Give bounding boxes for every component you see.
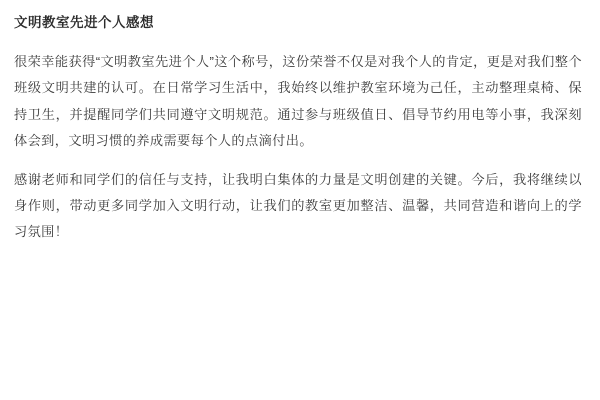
page-title: 文明教室先进个人感想: [14, 15, 154, 30]
paragraph-2: 感谢老师和同学们的信任与支持，让我明白集体的力量是文明创建的关键。今后，我将继续以身作则，带动更多同学加入文明行动，让我们的教室更加整洁、温馨，共同营造和谐向上的学习氛围！: [14, 171, 582, 240]
paragraph-1: 很荣幸能获得“文明教室先进个人”这个称号，这份荣誉不仅是对我个人的肯定，更是对我们整个班级文明共建的认可。在日常学习生活中，我始终以维护教室环境为己任，主动整理桌椅、保持卫生，并提醒同学们共同遵守文明规范。通过参与班级值日、倡导节约用电等小事，我深刻体会到，文明习惯的养成需要每个人的点滴付出。: [14, 53, 582, 149]
